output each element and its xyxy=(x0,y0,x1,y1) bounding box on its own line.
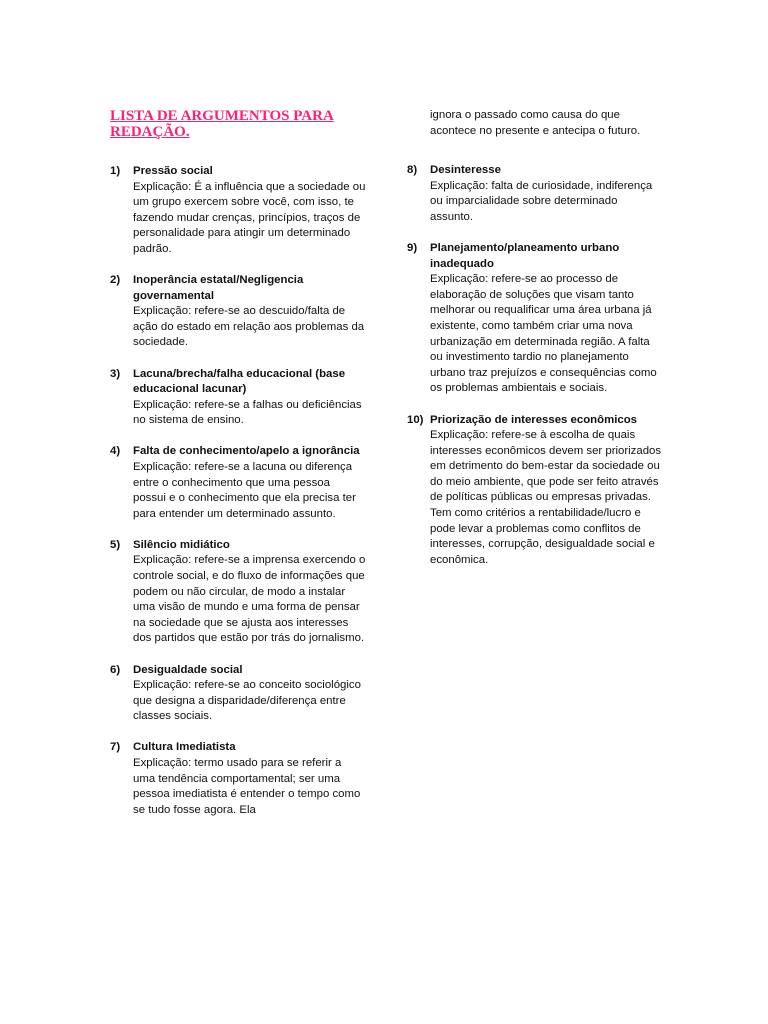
item-number: 5) xyxy=(110,538,121,551)
list-item xyxy=(110,538,366,647)
continued-explanation: ignora o passado como causa do que acontece no presente e antecipa o futuro. xyxy=(430,109,641,137)
item-heading: Lacuna/brecha/falha educacional (base educacional lacunar) xyxy=(133,367,346,396)
item-heading: Inoperância estatal/Negligencia governamental xyxy=(133,274,304,302)
left-column xyxy=(110,164,366,834)
item-number: 6) xyxy=(110,663,121,676)
item-explanation: Explicação: termo usado para se referir a uma tendência comportamental; ser uma pessoa imediatista é entender o tempo como se tudo fosse agora. Ela xyxy=(133,757,361,816)
right-column xyxy=(407,108,663,584)
list-item xyxy=(110,740,366,818)
item-number: 2) xyxy=(110,274,121,287)
item-explanation: Explicação: refere-se ao descuido/falta de ação do estado em relação aos problemas da sociedade. xyxy=(133,305,365,349)
item-heading: Falta de conhecimento/apelo a ignorância xyxy=(133,445,360,458)
list-item xyxy=(407,413,663,569)
list-item xyxy=(110,444,366,522)
item-heading: Pressão social xyxy=(133,165,213,177)
list-item xyxy=(110,164,366,258)
list-item xyxy=(110,273,366,351)
list-item xyxy=(407,163,663,225)
item-explanation: Explicação: refere-se a lacuna ou diferença entre o conhecimento que uma pessoa possui e o conhecimento que ela precisa ter para entender um determinado assunto. xyxy=(133,461,356,520)
item-explanation: Explicação: refere-se à escolha de quais interesses econômicos devem ser priorizados em detrimento do bem-estar da sociedade ou do meio ambiente, que pode ser feito através de políticas públicas ou empresas privadas. Tem como critérios a rentabilidade/lucro e pode levar a problemas como conflitos de interesses, corrupção, desigualdade social e econômica. xyxy=(430,429,662,566)
item-number: 8) xyxy=(407,164,418,177)
item-heading: Silêncio midiático xyxy=(133,538,230,551)
list-item xyxy=(407,241,663,397)
item-number: 4) xyxy=(110,445,121,458)
list-item xyxy=(110,367,366,429)
item-number: 3) xyxy=(110,367,121,380)
document-title: LISTA DE ARGUMENTOS PARA REDAÇÃO. xyxy=(110,108,334,140)
item-number: 1) xyxy=(110,165,121,177)
item-heading: Priorização de interesses econômicos xyxy=(430,413,638,426)
item-explanation: Explicação: refere-se ao conceito sociológico que designa a disparidade/diferença entre classes sociais. xyxy=(133,679,361,723)
item-heading: Desigualdade social xyxy=(133,663,243,676)
item-explanation: Explicação: falta de curiosidade, indiferença ou imparcialidade sobre determinado assunto. xyxy=(430,179,653,223)
item-heading: Cultura Imediatista xyxy=(133,741,236,754)
item-heading: Planejamento/planeamento urbano inadequado xyxy=(430,242,620,270)
item-number: 9) xyxy=(407,242,418,255)
list-item xyxy=(110,663,366,725)
item-number: 10) xyxy=(407,413,424,426)
item-explanation: Explicação: refere-se ao processo de elaboração de soluções que visam tanto melhorar ou requalificar uma área urbana já existente, como também criar uma nova urbanização em determinada região. A falta ou investimento tardio no planejamento urbano traz prejuízos e consequências como os problemas ambientais e sociais. xyxy=(430,273,657,395)
item-explanation: Explicação: É a influência que a sociedade ou um grupo exercem sobre você, com isso, te fazendo mudar crenças, princípios, traços de personalidade para atingir um determinado padrão. xyxy=(133,180,366,255)
item-explanation: Explicação: refere-se a imprensa exercendo o controle social, e do fluxo de informações que podem ou não circular, de modo a instalar uma visão de mundo e uma forma de pensar na sociedade que se ajusta aos interesses dos partidos que estão por trás do jornalismo. xyxy=(133,554,366,645)
item-explanation: Explicação: refere-se a falhas ou deficiências no sistema de ensino. xyxy=(133,398,362,427)
item-number: 7) xyxy=(110,741,121,754)
item-heading: Desinteresse xyxy=(430,164,501,177)
